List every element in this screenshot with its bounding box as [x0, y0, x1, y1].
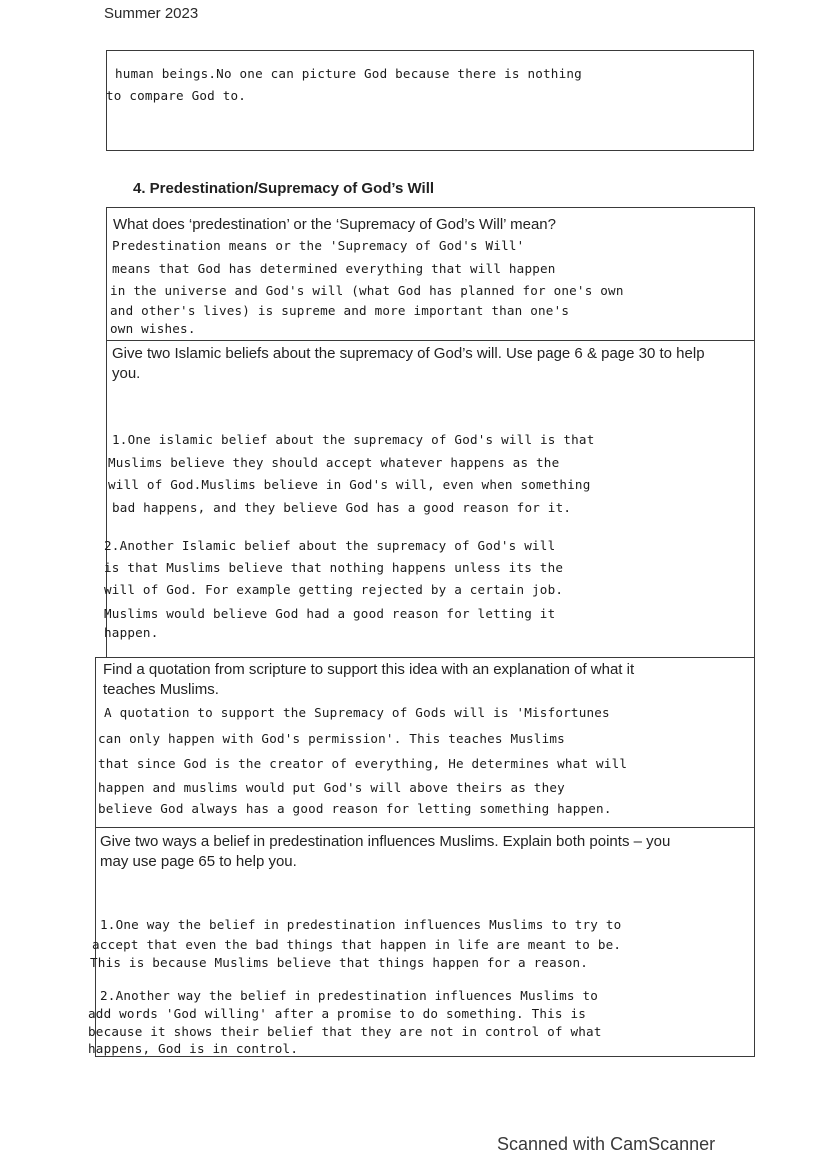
q4-answer2-line-1: 2.Another way the belief in predestination influences Muslims to — [100, 988, 599, 1003]
q1-answer-line-3: in the universe and God's will (what God has planned for one's own — [110, 283, 624, 298]
q3-answer-line-2: can only happen with God's permission'. This teaches Muslims — [98, 731, 565, 746]
q2-answer2-line-5: happen. — [104, 625, 159, 640]
q3-answer-line-3: that since God is the creator of everything, He determines what will — [98, 756, 628, 771]
q2-answer2-line-1: 2.Another Islamic belief about the supremacy of God's will — [104, 538, 556, 553]
previous-answer-line-2: to compare God to. — [106, 88, 247, 103]
q3-answer-line-1: A quotation to support the Supremacy of Gods will is 'Misfortunes — [104, 705, 610, 720]
q2-answer1-line-4: bad happens, and they believe God has a good reason for it. — [112, 500, 572, 515]
q4-answer2-line-4: happens, God is in control. — [88, 1041, 299, 1056]
section-title: 4. Predestination/Supremacy of God’s Will — [133, 180, 435, 197]
q4-answer1-line-3: This is because Muslims believe that things happen for a reason. — [90, 955, 589, 970]
q4-answer2-line-2: add words 'God willing' after a promise to do something. This is — [88, 1006, 587, 1021]
q4-answer2-line-3: because it shows their belief that they are not in control of what — [88, 1024, 602, 1039]
q3-answer-line-4: happen and muslims would put God's will above theirs as they — [98, 780, 565, 795]
q2-question-line-2: you. — [112, 365, 141, 382]
q1-answer-line-1: Predestination means or the 'Supremacy of God's Will' — [112, 238, 525, 253]
q4-question-line-1: Give two ways a belief in predestination influences Muslims. Explain both points – you — [100, 833, 671, 850]
q4-question-line-2: may use page 65 to help you. — [100, 853, 297, 870]
q2-answer2-line-4: Muslims would believe God had a good reason for letting it — [104, 606, 556, 621]
q1-answer-line-2: means that God has determined everything that will happen — [112, 261, 556, 276]
q1-answer-line-5: own wishes. — [110, 321, 196, 336]
q3-question-line-2: teaches Muslims. — [103, 681, 219, 698]
q2-answer1-line-3: will of God.Muslims believe in God's will, even when something — [108, 477, 591, 492]
q1-answer-line-4: and other's lives) is supreme and more important than one's — [110, 303, 570, 318]
q4-answer1-line-1: 1.One way the belief in predestination influences Muslims to try to — [100, 917, 622, 932]
previous-answer-line-1: human beings.No one can picture God because there is nothing — [115, 66, 582, 81]
header-date: Summer 2023 — [104, 5, 199, 22]
q2-answer1-line-2: Muslims believe they should accept whatever happens as the — [108, 455, 560, 470]
scanner-watermark-text: Scanned with CamScanner — [497, 1134, 716, 1154]
q2-answer1-line-1: 1.One islamic belief about the supremacy of God's will is that — [112, 432, 595, 447]
q2-answer2-line-3: will of God. For example getting rejected by a certain job. — [104, 582, 564, 597]
q2-question-line-1: Give two Islamic beliefs about the supremacy of God’s will. Use page 6 & page 30 to help — [112, 345, 705, 362]
q2-answer2-line-2: is that Muslims believe that nothing happens unless its the — [104, 560, 564, 575]
q1-question: What does ‘predestination’ or the ‘Supremacy of God’s Will’ mean? — [113, 216, 556, 233]
q3-question-line-1: Find a quotation from scripture to support this idea with an explanation of what it — [103, 661, 635, 678]
q4-answer1-line-2: accept that even the bad things that happen in life are meant to be. — [92, 937, 622, 952]
q3-answer-line-5: believe God always has a good reason for letting something happen. — [98, 801, 612, 816]
